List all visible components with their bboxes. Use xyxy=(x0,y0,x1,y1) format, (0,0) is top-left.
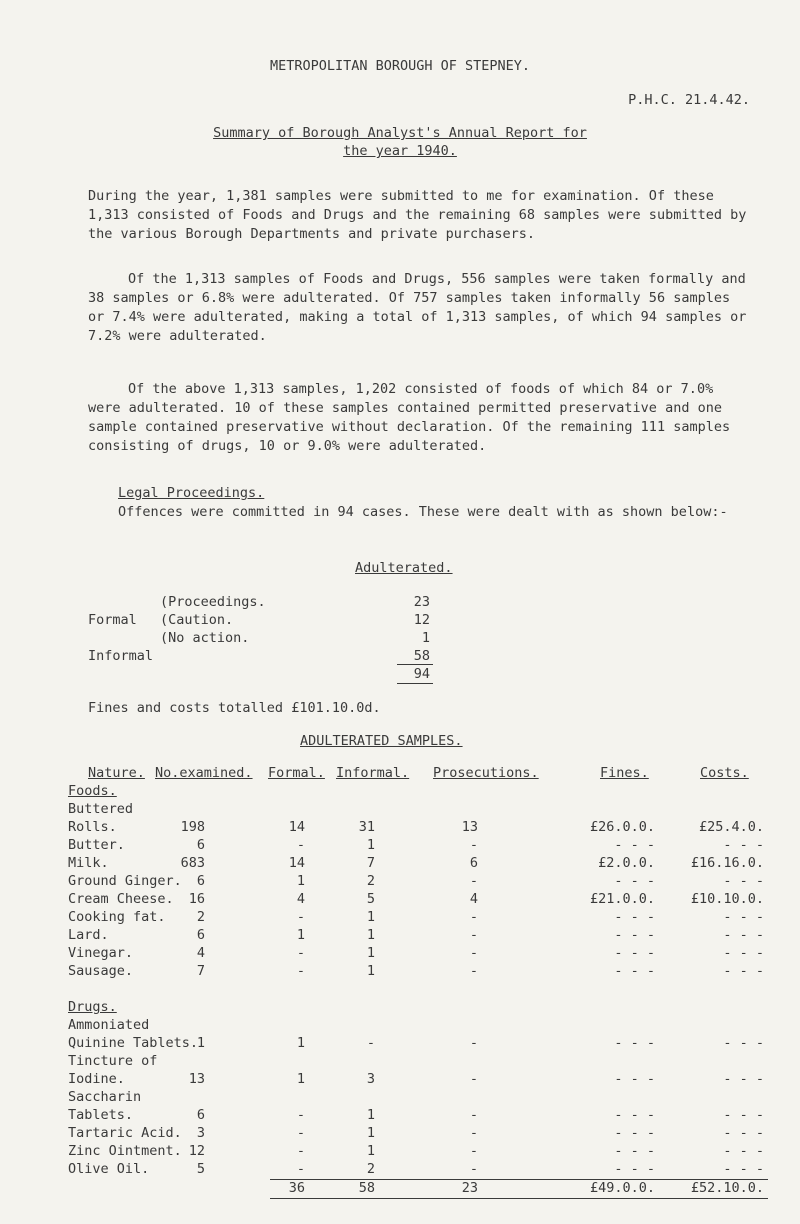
prosecutions-count: - xyxy=(469,873,478,889)
column-header: No.examined. xyxy=(155,765,253,781)
formal-no-action-value: 1 xyxy=(421,630,430,646)
row-name: Zinc Ointment. xyxy=(68,1143,182,1159)
report-title-line2: the year 1940. xyxy=(343,143,457,159)
no-examined: 2 xyxy=(196,909,205,925)
prosecutions-count: 6 xyxy=(469,855,478,871)
formal-count: 1 xyxy=(296,1071,305,1087)
row-name: Iodine. xyxy=(68,1071,125,1087)
fines-amount: - - - xyxy=(614,873,655,889)
formal-count: - xyxy=(296,1161,305,1177)
informal-value: 58 xyxy=(413,648,430,664)
prosecutions-count: - xyxy=(469,909,478,925)
paragraph-samples-submitted: During the year, 1,381 samples were submitted to me for examination. Of these 1,313 consisted of Foods and Drugs and the remaining 68 samples were submitted by the various Borough Departments and private purchasers. xyxy=(88,188,747,242)
no-examined: 6 xyxy=(196,1107,205,1123)
row-name: Butter. xyxy=(68,837,125,853)
borough-heading: METROPOLITAN BOROUGH OF STEPNEY. xyxy=(269,58,531,74)
costs-amount: - - - xyxy=(723,837,764,853)
no-examined: 6 xyxy=(196,927,205,943)
formal-count: - xyxy=(296,963,305,979)
prosecutions-count: - xyxy=(469,837,478,853)
formal-caution-value: 12 xyxy=(413,612,430,628)
informal-count: 1 xyxy=(366,963,375,979)
costs-amount: - - - xyxy=(723,1035,764,1051)
column-header: Fines. xyxy=(600,765,649,781)
prosecutions-count: - xyxy=(469,1035,478,1051)
column-header: Prosecutions. xyxy=(433,765,539,781)
row-name: Lard. xyxy=(68,927,109,943)
total-formal: 36 xyxy=(288,1180,305,1196)
prosecutions-count: - xyxy=(469,1071,478,1087)
costs-amount: - - - xyxy=(723,909,764,925)
costs-amount: - - - xyxy=(723,945,764,961)
formal-proceedings-label: (Proceedings. xyxy=(160,594,266,610)
costs-amount: - - - xyxy=(723,873,764,889)
formal-count: - xyxy=(296,909,305,925)
no-examined: 13 xyxy=(188,1071,205,1087)
legal-total-rule-top xyxy=(397,664,433,665)
costs-amount: - - - xyxy=(723,1071,764,1087)
formal-count: 1 xyxy=(296,1035,305,1051)
row-name: Vinegar. xyxy=(68,945,134,961)
row-name: Milk. xyxy=(68,855,109,871)
fines-amount: £2.0.0. xyxy=(598,855,655,871)
column-header: Informal. xyxy=(336,765,410,781)
fines-amount: - - - xyxy=(614,1107,655,1123)
prosecutions-count: 4 xyxy=(469,891,478,907)
fines-amount: - - - xyxy=(614,945,655,961)
costs-amount: - - - xyxy=(723,963,764,979)
costs-amount: - - - xyxy=(723,1161,764,1177)
costs-amount: £25.4.0. xyxy=(698,819,764,835)
totals-rule-bottom xyxy=(270,1198,768,1199)
informal-count: 1 xyxy=(366,1125,375,1141)
prosecutions-count: - xyxy=(469,1161,478,1177)
costs-amount: - - - xyxy=(723,1125,764,1141)
fines-amount: - - - xyxy=(614,1161,655,1177)
fines-amount: - - - xyxy=(614,1125,655,1141)
informal-count: 1 xyxy=(366,1143,375,1159)
no-examined: 1 xyxy=(196,1035,205,1051)
informal-count: 1 xyxy=(366,837,375,853)
no-examined: 5 xyxy=(196,1161,205,1177)
formal-count: - xyxy=(296,945,305,961)
no-examined: 12 xyxy=(188,1143,205,1159)
legal-proceedings-text: Offences were committed in 94 cases. These were dealt with as shown below:- xyxy=(118,504,728,520)
prosecutions-count: - xyxy=(469,963,478,979)
formal-label: Formal xyxy=(88,612,137,628)
formal-caution-label: (Caution. xyxy=(160,612,234,628)
fines-amount: £21.0.0. xyxy=(589,891,655,907)
formal-no-action-label: (No action. xyxy=(160,630,250,646)
informal-count: 31 xyxy=(358,819,375,835)
legal-proceedings-heading: Legal Proceedings. xyxy=(118,485,265,501)
row-name: Cooking fat. xyxy=(68,909,166,925)
formal-count: - xyxy=(296,1125,305,1141)
total-pros: 23 xyxy=(461,1180,478,1196)
reference-number: P.H.C. 21.4.42. xyxy=(628,92,750,108)
drugs-heading: Drugs. xyxy=(68,999,117,1015)
fines-costs-total: Fines and costs totalled £101.10.0d. xyxy=(88,700,381,716)
formal-count: 1 xyxy=(296,873,305,889)
row-name: Sausage. xyxy=(68,963,134,979)
costs-amount: - - - xyxy=(723,927,764,943)
fines-amount: - - - xyxy=(614,837,655,853)
fines-amount: - - - xyxy=(614,1143,655,1159)
fines-amount: - - - xyxy=(614,909,655,925)
row-name-line1: Ammoniated xyxy=(68,1017,150,1033)
row-name: Rolls. xyxy=(68,819,117,835)
column-header: Costs. xyxy=(700,765,749,781)
informal-count: 2 xyxy=(366,873,375,889)
informal-count: 2 xyxy=(366,1161,375,1177)
prosecutions-count: - xyxy=(469,1107,478,1123)
total-informal: 58 xyxy=(358,1180,375,1196)
informal-count: 1 xyxy=(366,927,375,943)
prosecutions-count: 13 xyxy=(461,819,478,835)
informal-count: 1 xyxy=(366,945,375,961)
no-examined: 198 xyxy=(180,819,205,835)
row-name: Cream Cheese. xyxy=(68,891,174,907)
no-examined: 3 xyxy=(196,1125,205,1141)
no-examined: 4 xyxy=(196,945,205,961)
costs-amount: £10.10.0. xyxy=(690,891,764,907)
legal-total-rule-bottom xyxy=(397,683,433,684)
informal-count: 3 xyxy=(366,1071,375,1087)
formal-count: 14 xyxy=(288,855,305,871)
costs-amount: - - - xyxy=(723,1107,764,1123)
informal-count: - xyxy=(366,1035,375,1051)
prosecutions-count: - xyxy=(469,1125,478,1141)
legal-total-value: 94 xyxy=(413,666,430,682)
prosecutions-count: - xyxy=(469,945,478,961)
column-header: Nature. xyxy=(88,765,145,781)
row-name: Quinine Tablets. xyxy=(68,1035,199,1051)
no-examined: 683 xyxy=(180,855,205,871)
fines-amount: - - - xyxy=(614,1071,655,1087)
formal-count: 1 xyxy=(296,927,305,943)
row-name: Ground Ginger. xyxy=(68,873,182,889)
foods-heading: Foods. xyxy=(68,783,117,799)
fines-amount: £26.0.0. xyxy=(589,819,655,835)
fines-amount: - - - xyxy=(614,1035,655,1051)
informal-count: 1 xyxy=(366,1107,375,1123)
prosecutions-count: - xyxy=(469,1143,478,1159)
formal-proceedings-value: 23 xyxy=(413,594,430,610)
row-name: Tablets. xyxy=(68,1107,134,1123)
no-examined: 6 xyxy=(196,837,205,853)
formal-count: - xyxy=(296,1143,305,1159)
row-name-line1: Buttered xyxy=(68,801,134,817)
costs-amount: £16.16.0. xyxy=(690,855,764,871)
no-examined: 16 xyxy=(188,891,205,907)
report-title-line1: Summary of Borough Analyst's Annual Report for xyxy=(213,125,587,141)
costs-amount: - - - xyxy=(723,1143,764,1159)
informal-count: 1 xyxy=(366,909,375,925)
paragraph-foods-drugs: Of the above 1,313 samples, 1,202 consisted of foods of which 84 or 7.0% were adulterated. 10 of these samples contained permitted preservative and one sample contained preservative without declaration. Of the remaining 111 samples consisting of drugs, 10 or 9.0% were adulterated. xyxy=(88,381,731,454)
total-costs: £52.10.0. xyxy=(690,1180,764,1196)
formal-count: 4 xyxy=(296,891,305,907)
paragraph-formal-informal: Of the 1,313 samples of Foods and Drugs, 556 samples were taken formally and 38 samples or 6.8% were adulterated. Of 757 samples taken informally 56 samples or 7.4% were adulterated, making a total of 1,313 samples, of which 94 samples or 7.2% were adulterated. xyxy=(88,271,747,344)
no-examined: 6 xyxy=(196,873,205,889)
formal-count: - xyxy=(296,837,305,853)
formal-count: - xyxy=(296,1107,305,1123)
fines-amount: - - - xyxy=(614,963,655,979)
fines-amount: - - - xyxy=(614,927,655,943)
row-name: Tartaric Acid. xyxy=(68,1125,182,1141)
informal-count: 7 xyxy=(366,855,375,871)
column-header: Formal. xyxy=(268,765,325,781)
adulterated-column-heading: Adulterated. xyxy=(355,560,453,576)
row-name-line1: Tincture of xyxy=(68,1053,158,1069)
no-examined: 7 xyxy=(196,963,205,979)
row-name: Olive Oil. xyxy=(68,1161,150,1177)
prosecutions-count: - xyxy=(469,927,478,943)
informal-count: 5 xyxy=(366,891,375,907)
informal-label: Informal xyxy=(88,648,154,664)
formal-count: 14 xyxy=(288,819,305,835)
row-name-line1: Saccharin xyxy=(68,1089,142,1105)
total-fines: £49.0.0. xyxy=(589,1180,655,1196)
adulterated-samples-title: ADULTERATED SAMPLES. xyxy=(300,733,463,749)
